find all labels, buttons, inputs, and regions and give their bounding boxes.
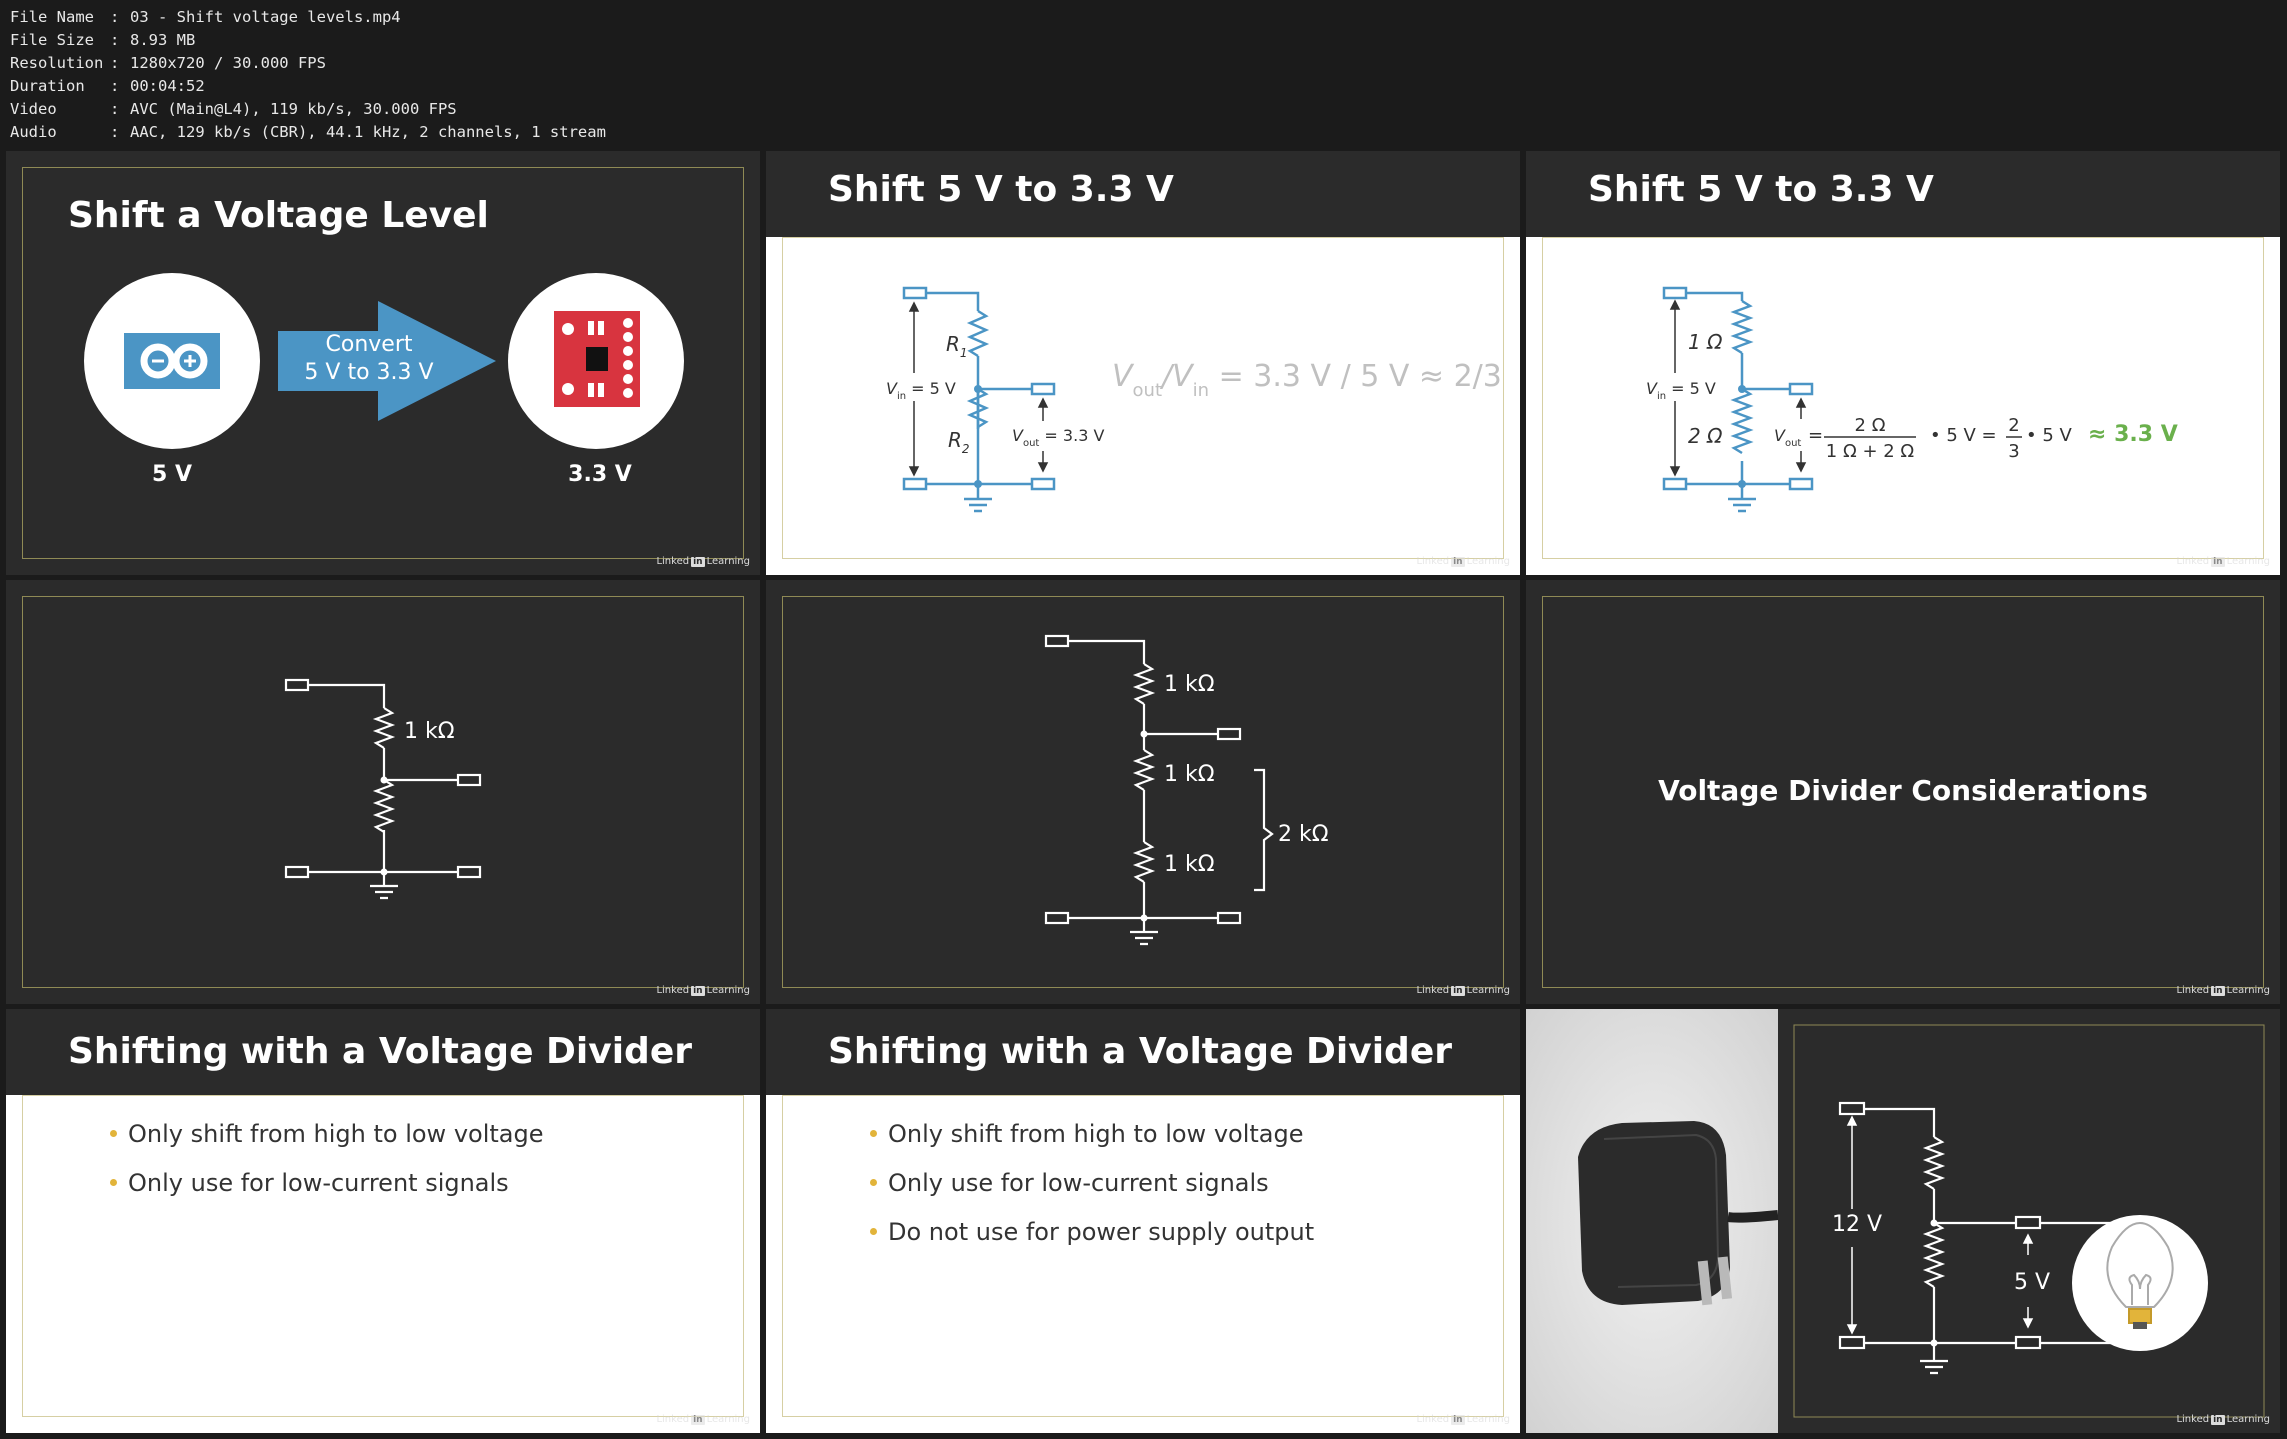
linkedin-learning-logo: Linked in Learning	[1416, 556, 1510, 567]
meta-row-audio: Audio : AAC, 129 kb/s (CBR), 44.1 kHz, 2 channels, 1 stream	[10, 123, 606, 141]
linkedin-learning-logo: Linked in Learning	[1416, 1414, 1510, 1425]
resistor-label: 1 kΩ	[404, 719, 455, 744]
bullet-list	[6, 1119, 544, 1217]
list-item: Only use for low-current signals	[766, 1168, 1314, 1217]
svg-text:• 5 V =: • 5 V =	[1930, 425, 1997, 446]
input-voltage-label: 12 V	[1832, 1212, 1883, 1237]
meta-row-filesize: File Size : 8.93 MB	[10, 31, 196, 49]
arrow-label-line2: 5 V to 3.3 V	[304, 360, 434, 385]
meta-row-video: Video : AVC (Main@L4), 119 kb/s, 30.000 FPS	[10, 100, 457, 118]
linkedin-learning-logo: Linked in Learning	[1416, 985, 1510, 996]
resistor-label-3: 1 kΩ	[1164, 852, 1215, 877]
list-item: Only use for low-current signals	[6, 1168, 544, 1217]
linkedin-learning-logo: Linked in Learning	[2176, 1414, 2270, 1425]
slide-title: Shift 5 V to 3.3 V	[1588, 169, 1934, 210]
svg-text:2 Ω: 2 Ω	[1688, 424, 1723, 448]
linkedin-learning-logo: Linked in Learning	[656, 1414, 750, 1425]
arduino-infinity-icon	[124, 333, 220, 389]
slide-title: Shift a Voltage Level	[68, 195, 489, 236]
thumbnail-2[interactable]	[766, 151, 1520, 575]
arrow-label-line1: Convert	[325, 332, 413, 357]
right-voltage-label: 3.3 V	[568, 462, 632, 487]
thumbnail-7[interactable]	[6, 1009, 760, 1433]
meta-row-duration: Duration : 00:04:52	[10, 77, 205, 95]
divider-schematic-white	[6, 580, 760, 1004]
voltage-divider-schematic	[766, 151, 1520, 575]
adapter-and-bulb-scene	[1526, 1009, 2280, 1433]
svg-text:3: 3	[2008, 441, 2020, 462]
slide-title: Voltage Divider Considerations	[1658, 774, 2148, 807]
thumbnail-8[interactable]	[766, 1009, 1520, 1433]
output-voltage-label: 5 V	[2014, 1270, 2051, 1295]
thumbnail-9[interactable]	[1526, 1009, 2280, 1433]
svg-text:2 Ω: 2 Ω	[1854, 415, 1886, 436]
svg-text:Vout = 3.3 V: $V_{out} = 3.3$ V	[1012, 426, 1105, 449]
resistor-label-1: 1 kΩ	[1164, 672, 1215, 697]
linkedin-learning-logo: Linked in Learning	[656, 556, 750, 567]
list-item: Only shift from high to low voltage	[766, 1119, 1314, 1168]
voltage-divider-calculation	[1526, 151, 2280, 575]
thumbnail-6[interactable]	[1526, 580, 2280, 1004]
video-metadata	[10, 6, 606, 144]
bullet-list	[766, 1119, 1314, 1266]
ratio-equation: $V_{out}/V_{in} = 3.3$ V / 5 V ≈ 2/3	[1112, 359, 1502, 401]
svg-text:2: 2	[2008, 415, 2020, 436]
result-value: ≈ 3.3 V	[2088, 422, 2178, 447]
svg-text:Vin = 5 V: $V_{in} = 5$ V	[886, 379, 956, 402]
linkedin-learning-logo: Linked in Learning	[2176, 556, 2270, 567]
thumbnail-5[interactable]	[766, 580, 1520, 1004]
svg-text:Vin = 5 V: $V_{in} = 5$ V	[1646, 379, 1716, 402]
conversion-graphic	[6, 151, 760, 575]
svg-text:1 Ω: 1 Ω	[1688, 330, 1723, 354]
breakout-board-icon	[554, 311, 640, 407]
svg-text:=: =	[1808, 425, 1824, 446]
slide-title: Shifting with a Voltage Divider	[68, 1031, 692, 1072]
svg-text:R1: $R_1$	[946, 332, 968, 360]
linkedin-learning-logo: Linked in Learning	[656, 985, 750, 996]
svg-text:• 5 V: • 5 V	[2026, 425, 2072, 446]
linkedin-learning-logo: Linked in Learning	[2176, 985, 2270, 996]
svg-text:1 Ω + 2 Ω: 1 Ω + 2 Ω	[1825, 441, 1915, 462]
meta-row-filename: File Name : 03 - Shift voltage levels.mp4	[10, 8, 401, 26]
meta-row-resolution: Resolution : 1280x720 / 30.000 FPS	[10, 54, 326, 72]
slide-title: Shift 5 V to 3.3 V	[828, 169, 1174, 210]
thumbnail-4[interactable]	[6, 580, 760, 1004]
thumbnail-3[interactable]	[1526, 151, 2280, 575]
left-voltage-label: 5 V	[152, 462, 192, 487]
three-resistor-schematic	[766, 580, 1520, 1004]
bracket-label: 2 kΩ	[1278, 822, 1329, 847]
slide-title: Shifting with a Voltage Divider	[828, 1031, 1452, 1072]
thumbnail-1[interactable]	[6, 151, 760, 575]
list-item: Do not use for power supply output	[766, 1217, 1314, 1266]
list-item: Only shift from high to low voltage	[6, 1119, 544, 1168]
svg-text:R2: $R_2$	[948, 428, 970, 456]
svg-text:Vout: $V_{out}$	[1774, 426, 1802, 449]
resistor-label-2: 1 kΩ	[1164, 762, 1215, 787]
